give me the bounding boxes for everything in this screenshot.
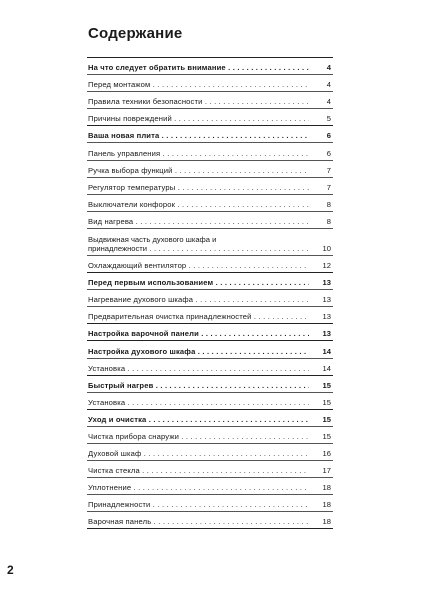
toc-entry-label: Причины повреждений . . . (88, 114, 309, 123)
toc-row[interactable] (87, 273, 333, 290)
toc-page-number: 6 (326, 148, 331, 158)
toc-entry-label: Уплотнение . . . (88, 483, 309, 492)
toc-row[interactable] (87, 376, 333, 393)
toc-entry-label: Охлаждающий вентилятор . . . (88, 261, 309, 270)
toc-page-number: 4 (326, 80, 331, 90)
toc-entry-label: Ваша новая плита . . . (88, 131, 309, 140)
toc-entry-label: Перед первым использованием . . . (88, 278, 309, 287)
toc-entry-label-line2: принадлежности . . . (88, 244, 309, 253)
toc-page-number: 13 (322, 312, 331, 322)
toc-row[interactable] (87, 143, 333, 160)
toc-row[interactable] (87, 161, 333, 178)
toc-row[interactable] (87, 341, 333, 358)
toc-row[interactable] (87, 109, 333, 126)
toc-row[interactable] (87, 495, 333, 512)
toc-entry-label: Настройка духового шкафа . . . (88, 347, 309, 356)
toc-row[interactable] (87, 444, 333, 461)
toc-page-number: 4 (326, 63, 331, 73)
toc-page-number: 15 (322, 414, 331, 424)
toc-row[interactable] (87, 75, 333, 92)
toc-row[interactable] (87, 256, 333, 273)
toc-page-number: 15 (322, 380, 331, 390)
toc-entry-label: Выключатели конфорок . . . (88, 200, 309, 209)
toc-page-number: 14 (322, 346, 331, 356)
toc-entry-label: Принадлежности . . . (88, 500, 309, 509)
toc-page-number: 13 (322, 329, 331, 339)
toc-page-number: 4 (326, 97, 331, 107)
toc-page-number: 15 (322, 397, 331, 407)
toc-row[interactable] (87, 178, 333, 195)
toc-page-number: 17 (322, 466, 331, 476)
toc-entry-label-line1: Выдвижная часть духового шкафа и (88, 234, 217, 244)
toc-row[interactable] (87, 512, 333, 529)
toc-entry-label: Уход и очистка . . . (88, 415, 309, 424)
toc-row[interactable] (87, 307, 333, 324)
toc-entry-label: Регулятор температуры . . . (88, 183, 309, 192)
toc-entry-label: Чистка прибора снаружи . . . (88, 432, 309, 441)
toc-row[interactable] (87, 393, 333, 410)
table-of-contents (87, 57, 333, 529)
toc-row[interactable] (87, 126, 333, 143)
toc-page-number: 18 (322, 500, 331, 510)
toc-page-number: 8 (326, 199, 331, 209)
toc-entry-label: Варочная панель . . . (88, 517, 309, 526)
toc-page-number: 14 (322, 363, 331, 373)
toc-row[interactable] (87, 410, 333, 427)
toc-row[interactable] (87, 359, 333, 376)
toc-row[interactable] (87, 427, 333, 444)
toc-entry-label: Настройка варочной панели . . . (88, 329, 309, 338)
toc-entry-label (88, 235, 309, 253)
toc-entry-label: На что следует обратить внимание . . . (88, 63, 309, 72)
toc-entry-label: Панель управления . . . (88, 149, 309, 158)
toc-row[interactable] (87, 195, 333, 212)
toc-page-number: 15 (322, 431, 331, 441)
toc-entry-label: Нагревание духового шкафа . . . (88, 295, 309, 304)
toc-entry-label: Правила техники безопасности . . . (88, 97, 309, 106)
toc-page-number: 16 (322, 449, 331, 459)
toc-page-number: 13 (322, 278, 331, 288)
toc-row[interactable] (87, 324, 333, 341)
toc-page-number: 10 (322, 243, 331, 253)
toc-page-number: 7 (326, 182, 331, 192)
toc-page-number: 6 (326, 131, 331, 141)
toc-entry-label: Быстрый нагрев . . . (88, 381, 309, 390)
toc-row[interactable] (87, 92, 333, 109)
toc-entry-label: Установка . . . (88, 364, 309, 373)
page-number: 2 (7, 563, 14, 577)
toc-entry-label: Перед монтажом . . . (88, 80, 309, 89)
toc-row[interactable] (87, 58, 333, 75)
toc-page-number: 13 (322, 295, 331, 305)
toc-row[interactable] (87, 290, 333, 307)
toc-row[interactable] (87, 461, 333, 478)
toc-page-number: 12 (322, 261, 331, 271)
toc-page-number: 7 (326, 165, 331, 175)
toc-entry-label: Чистка стекла . . . (88, 466, 309, 475)
toc-row[interactable] (87, 212, 333, 229)
toc-entry-label: Установка . . . (88, 398, 309, 407)
toc-row[interactable] (87, 478, 333, 495)
toc-entry-label: Духовой шкаф . . . (88, 449, 309, 458)
toc-entry-label: Вид нагрева . . . (88, 217, 309, 226)
toc-page-number: 8 (326, 216, 331, 226)
toc-entry-label: Ручка выбора функций . . . (88, 166, 309, 175)
toc-page-number: 5 (326, 114, 331, 124)
page-title: Содержание (88, 25, 183, 42)
toc-row[interactable] (87, 229, 333, 256)
toc-page-number: 18 (322, 483, 331, 493)
toc-entry-label: Предварительная очистка принадлежностей . . . (88, 312, 309, 321)
toc-page-number: 18 (322, 517, 331, 527)
